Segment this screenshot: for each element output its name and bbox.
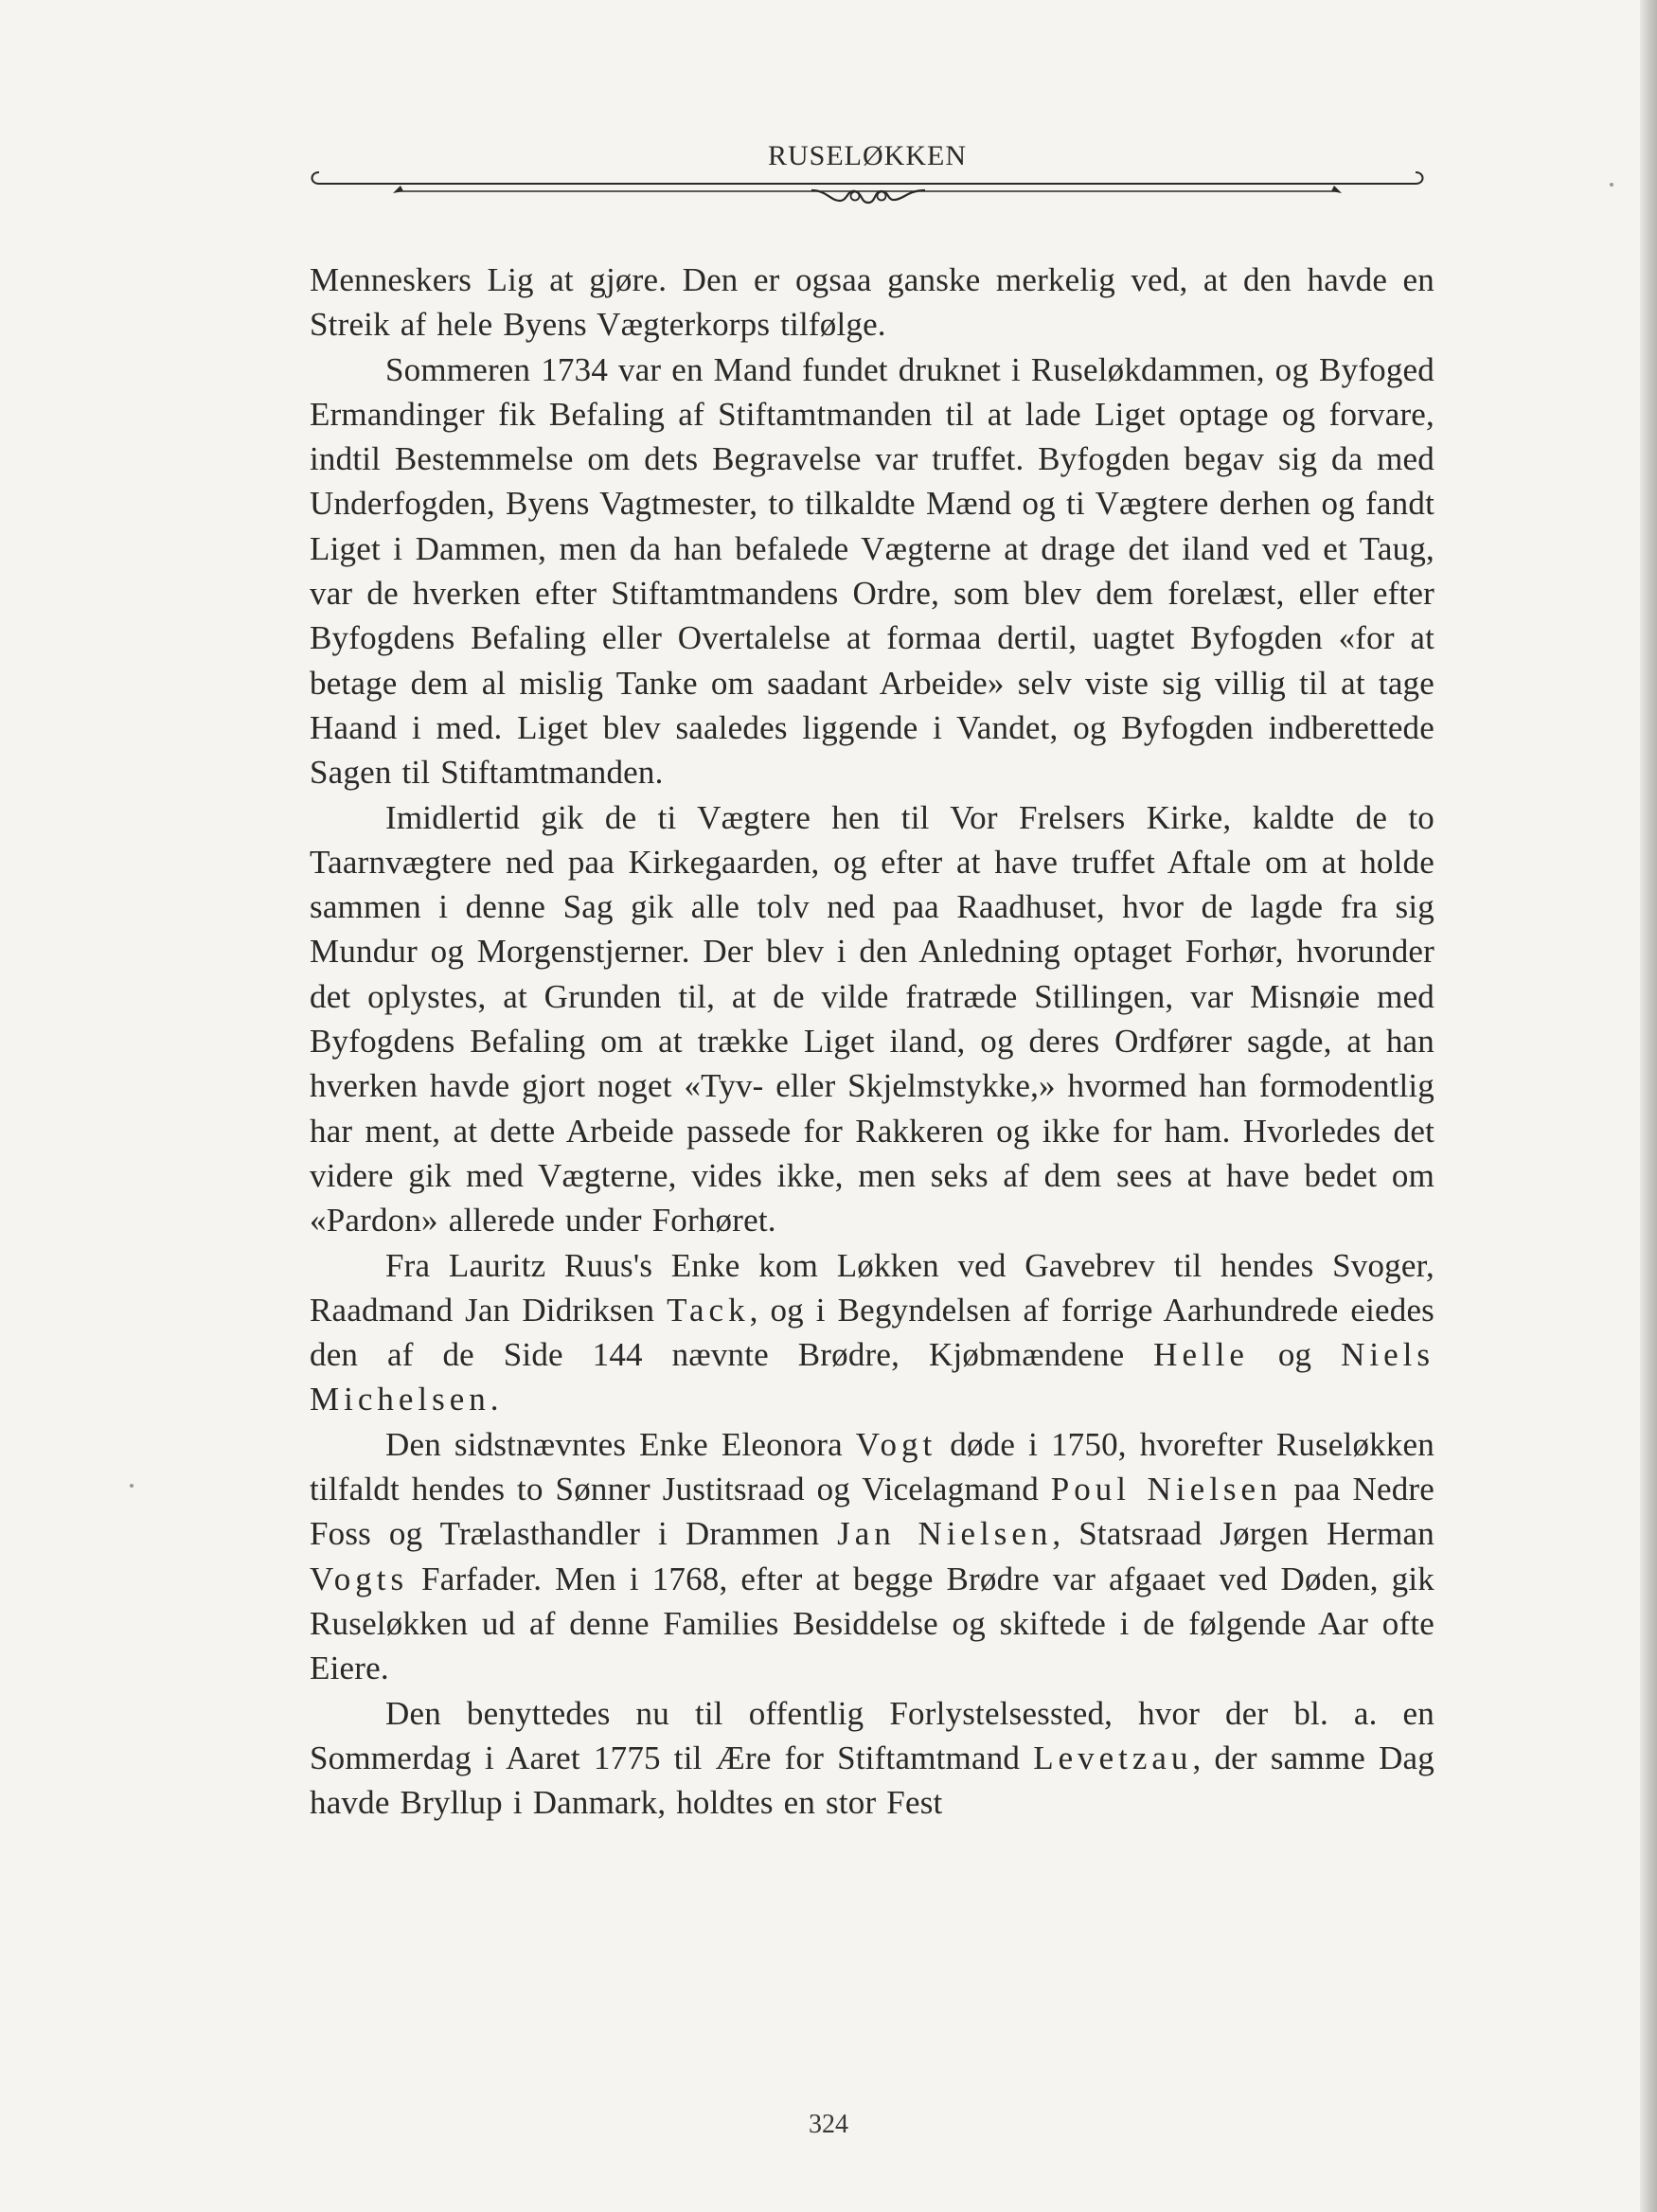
running-head xyxy=(308,140,1427,216)
spaced-name: Niels Michelsen xyxy=(310,1336,1434,1418)
spaced-name: Levetzau xyxy=(1033,1739,1193,1776)
paragraph xyxy=(310,1691,1434,1826)
paragraph-text: døde i 1750, hvorefter Ruseløkken tilfaldt hendes to Sønner Justitsraad og Vicelagmand xyxy=(310,1425,1434,1508)
paper-speck xyxy=(1610,183,1613,187)
paragraph xyxy=(310,1243,1434,1422)
spaced-name: Vogts xyxy=(310,1560,409,1597)
running-head-title: RUSELØKKEN xyxy=(768,140,967,171)
paragraph xyxy=(310,795,1434,1243)
spaced-name: Tack xyxy=(667,1291,750,1329)
paragraph-text: , der samme Dag havde Bryllup i Danmark, holdtes en stor Fest xyxy=(310,1739,1434,1822)
paragraph-text: Farfader. Men i 1768, efter at begge Brødre var afgaaet ved Døden, gik Ruseløkken ud af denne Families Besiddelse og skiftede i de følgende Aar ofte Eiere. xyxy=(310,1560,1434,1687)
spaced-name: Jan Nielsen xyxy=(837,1515,1053,1553)
paragraph-text: Menneskers Lig at gjøre. Den er ogsaa ganske merkelig ved, at den havde en Streik af hele Byens Vægterkorps tilfølge. xyxy=(310,261,1434,344)
paragraph-text: og xyxy=(1248,1336,1342,1374)
paragraph-text: , Statsraad Jørgen Herman xyxy=(1052,1515,1434,1553)
page-number: 324 xyxy=(809,2110,848,2139)
paragraph-text: Den benyttedes nu til offentlig Forlystelsessted, hvor der bl. a. en Sommerdag i Aaret 1775 til Ære for Stiftamtmand xyxy=(310,1694,1434,1776)
page-edge-shadow xyxy=(1640,0,1657,2212)
paragraph-text: paa Nedre Foss og Trælasthandler i Drammen xyxy=(310,1471,1434,1553)
spaced-name: Vogt xyxy=(855,1425,937,1463)
body-text xyxy=(310,258,1434,1825)
paragraph-text: Den sidstnævntes Enke Eleonora xyxy=(385,1425,856,1463)
paragraph-text: . xyxy=(490,1381,499,1418)
paragraph-text: , og i Begyndelsen af forrige Aarhundrede eiedes den af de Side 144 nævnte Brødre, Kjøbmændene xyxy=(310,1291,1434,1374)
paragraph-text: Sommeren 1734 var en Mand fundet druknet i Ruseløkdammen, og Byfoged Ermandinger fik Befaling af Stiftamtmanden til at lade Liget optage og forvare, indtil Bestemmelse om dets Begravelse var truffet. Byfogden begav sig da med Underfogden, Byens Vagtmester, to tilkaldte Mænd og ti Vægtere derhen og fandt Liget i Dammen, men da han befalede Vægterne at drage det iland ved et Taug, var de hverken efter Stiftamtmandens Ordre, som blev dem forelæst, eller efter Byfogdens Befaling eller Overtalelse at formaa dertil, uagtet Byfogden «for at betage dem al mislig Tanke om saadant Arbeide» selv viste sig villig til at tage Haand i med. Liget blev saaledes liggende i Vandet, og Byfogden indberettede Sagen til Stiftamtmanden. xyxy=(310,350,1434,792)
paragraph xyxy=(310,258,1434,348)
paper-speck xyxy=(130,1484,134,1488)
spaced-name: Helle xyxy=(1153,1336,1249,1374)
paragraph-text: Imidlertid gik de ti Vægtere hen til Vor Frelsers Kirke, kaldte de to Taarnvægtere ned paa Kirkegaarden, og efter at have truffet Aftale om at holde sammen i denne Sag gik alle tolv ned paa Raadhuset, hvor de lagde fra sig Mundur og Morgenstjerner. Der blev i den Anledning optaget Forhør, hvorunder det oplystes, at Grunden til, at de vilde fratræde Stillingen, var Misnøie med Byfogdens Befaling om at trække Liget iland, og deres Ordfører sagde, at han hverken havde gjort noget «Tyv- eller Skjelmstykke,» hvormed han formodentlig har ment, at dette Arbeide passede for Rakkeren og ikke for ham. Hvorledes det videre gik med Vægterne, vides ikke, men seks af dem sees at have bedet om «Pardon» allerede under Forhøret. xyxy=(310,798,1434,1240)
head-ornament xyxy=(308,169,1427,216)
paragraph-text: Fra Lauritz Ruus's Enke kom Løkken ved Gavebrev til hendes Svoger, Raadmand Jan Didriksen xyxy=(310,1246,1434,1329)
paragraph xyxy=(310,348,1434,795)
spaced-name: Poul Nielsen xyxy=(1050,1471,1282,1508)
paragraph xyxy=(310,1422,1434,1691)
